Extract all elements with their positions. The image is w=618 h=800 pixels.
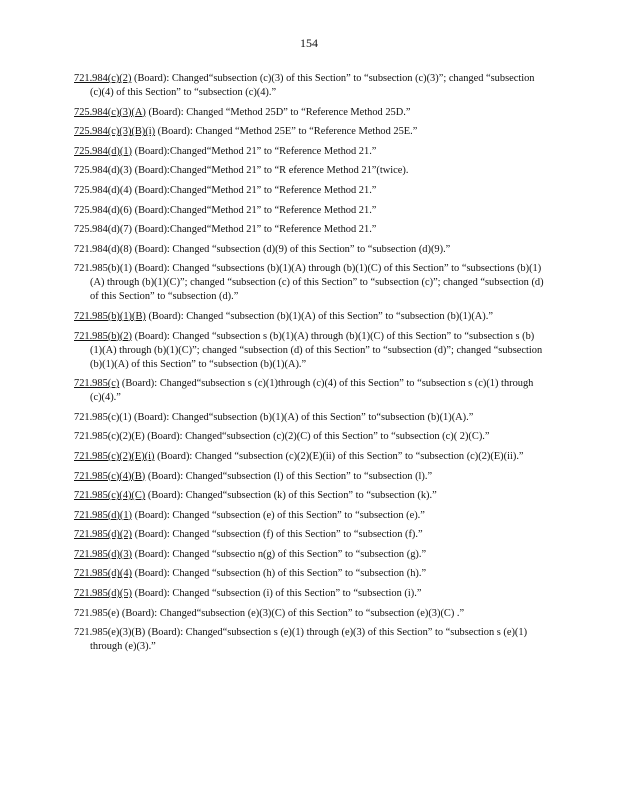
section-reference: 725.984(c)(3)(A): [74, 106, 146, 118]
amendment-text: (Board): Changed“subsection (k) of this Section” to “subsection (k).”: [145, 490, 437, 502]
section-reference: 721.985(b)(1)(B): [74, 310, 146, 322]
section-reference: 721.985(d)(3): [74, 548, 133, 560]
section-reference: 721.985(c)(2)(E): [74, 431, 145, 443]
section-reference: 721.985(c)(2)(E)(i): [74, 450, 155, 462]
amendment-entry: [74, 607, 544, 621]
amendment-entry: [74, 509, 544, 523]
amendment-text: (Board): Changed“subsection (l) of this Section” to “subsection (l).”: [145, 470, 433, 482]
amendment-entry: [74, 377, 544, 405]
amendment-text: (Board):Changed“Method 21” to “Reference Method 21.”: [132, 204, 377, 216]
section-reference: 725.984(c)(3)(B)(i): [74, 126, 156, 138]
amendment-text: (Board):Changed“Method 21” to “Reference Method 21.”: [132, 224, 377, 236]
amendment-entry: [74, 567, 544, 581]
amendment-entry: [74, 626, 544, 654]
section-reference: 721.985(c): [74, 378, 120, 390]
amendment-entry: [74, 243, 544, 257]
amendment-text: (Board): Changed “subsections (b)(1)(A) through (b)(1)(C) of this Section” to “subsections (b)(1)(A) through (b)(1)(C)”; changed “subsection (c) of this Section” to “subsection (c)”; changed “subsection (d) of this Section” to “subsection (d).”: [90, 263, 544, 303]
amendment-text: (Board): Changed “subsection s (b)(1)(A) through (b)(1)(C) of this Section” to “subsection s (b)(1)(A) through (b)(1)(C)”; changed “subsection (d) of this Section” to “subsection (d)”; changed “subsection (b)(1)(A) of this Section” to “subsection (b)(1)(A).”: [90, 330, 543, 370]
amendment-entry: [74, 489, 544, 503]
amendment-text: (Board): Changed “subsection (e) of this Section” to “subsection (e).”: [132, 509, 425, 521]
section-reference: 725.984(d)(1): [74, 145, 133, 157]
amendment-text: (Board): Changed “subsection (i) of this Section” to “subsection (i).”: [132, 588, 422, 600]
section-reference: 721.985(d)(5): [74, 588, 133, 600]
amendment-text: (Board): Changed “subsection (c)(2)(E)(ii) of this Section” to “subsection (c)(2)(E)(ii).”: [154, 450, 524, 462]
amendment-text: (Board): Changed“subsection (b)(1)(A) of this Section” to“subsection (b)(1)(A).”: [131, 411, 474, 423]
amendment-entry: [74, 204, 544, 218]
amendment-text: (Board): Changed “Method 25E” to “Reference Method 25E.”: [155, 126, 418, 138]
amendment-entry: [74, 587, 544, 601]
section-reference: 721.985(b)(1): [74, 263, 133, 275]
amendment-entry: [74, 262, 544, 304]
amendment-text: (Board): Changed “subsection (d)(9) of this Section” to “subsection (d)(9).”: [132, 243, 451, 255]
section-reference: 721.985(d)(2): [74, 529, 133, 541]
amendment-text: (Board): Changed“subsection (c)(2)(C) of this Section” to “subsection (c)( 2)(C).”: [144, 431, 490, 443]
amendment-entry: [74, 72, 544, 100]
amendment-text: (Board):Changed“Method 21” to “Reference Method 21.”: [132, 145, 377, 157]
section-reference: 721.985(c)(1): [74, 411, 132, 423]
amendment-entry: [74, 223, 544, 237]
section-reference: 725.984(d)(6): [74, 204, 133, 216]
amendment-list: [74, 72, 544, 660]
amendment-text: (Board): Changed“subsection s (e)(1) through (e)(3) of this Section” to “subsection s (e)(1) through (e)(3).”: [90, 627, 528, 653]
amendment-entry: [74, 184, 544, 198]
amendment-entry: [74, 164, 544, 178]
section-reference: 721.985(d)(1): [74, 509, 133, 521]
amendment-text: (Board): Changed“subsection (e)(3)(C) of this Section” to “subsection (e)(3)(C) .”: [119, 607, 465, 619]
amendment-text: (Board): Changed “subsectio n(g) of this Section” to “subsection (g).”: [132, 548, 427, 560]
section-reference: 721.985(c)(4)(C): [74, 490, 146, 502]
amendment-entry: [74, 411, 544, 425]
section-reference: 721.984(d)(8): [74, 243, 133, 255]
section-reference: 721.985(c)(4)(B): [74, 470, 146, 482]
section-reference: 721.985(e)(3)(B): [74, 627, 146, 639]
amendment-entry: [74, 125, 544, 139]
section-reference: 721.985(d)(4): [74, 568, 133, 580]
amendment-entry: [74, 106, 544, 120]
amendment-text: (Board): Changed“subsection (c)(3) of this Section” to “subsection (c)(3)”; changed “subsection (c)(4) of this Section” to “subsection (c)(4).”: [90, 73, 535, 98]
amendment-entry: [74, 145, 544, 159]
section-reference: 721.985(e): [74, 607, 120, 619]
amendment-entry: [74, 548, 544, 562]
amendment-entry: [74, 330, 544, 372]
section-reference: 725.984(d)(4): [74, 184, 133, 196]
amendment-text: (Board): Changed “subsection (f) of this Section” to “subsection (f).”: [132, 529, 423, 541]
amendment-entry: [74, 310, 544, 324]
amendment-text: (Board):Changed“Method 21” to “Reference Method 21.”: [132, 184, 377, 196]
section-reference: 721.984(c)(2): [74, 73, 132, 84]
section-reference: 721.985(b)(2): [74, 330, 133, 342]
amendment-text: (Board):Changed“Method 21” to “R eference Method 21”(twice).: [132, 165, 409, 177]
amendment-text: (Board): Changed “subsection (h) of this Section” to “subsection (h).”: [132, 568, 427, 580]
amendment-text: (Board): Changed“subsection s (c)(1)through (c)(4) of this Section” to “subsection s (c)(1) through (c)(4).”: [90, 378, 534, 404]
amendment-text: (Board): Changed “subsection (b)(1)(A) of this Section” to “subsection (b)(1)(A).”: [145, 310, 493, 322]
amendment-entry: [74, 450, 544, 464]
amendment-entry: [74, 430, 544, 444]
page-number: 154: [300, 36, 318, 50]
amendment-entry: [74, 470, 544, 484]
section-reference: 725.984(d)(7): [74, 224, 133, 236]
amendment-entry: [74, 528, 544, 542]
section-reference: 725.984(d)(3): [74, 165, 133, 177]
amendment-text: (Board): Changed “Method 25D” to “Reference Method 25D.”: [145, 106, 411, 118]
